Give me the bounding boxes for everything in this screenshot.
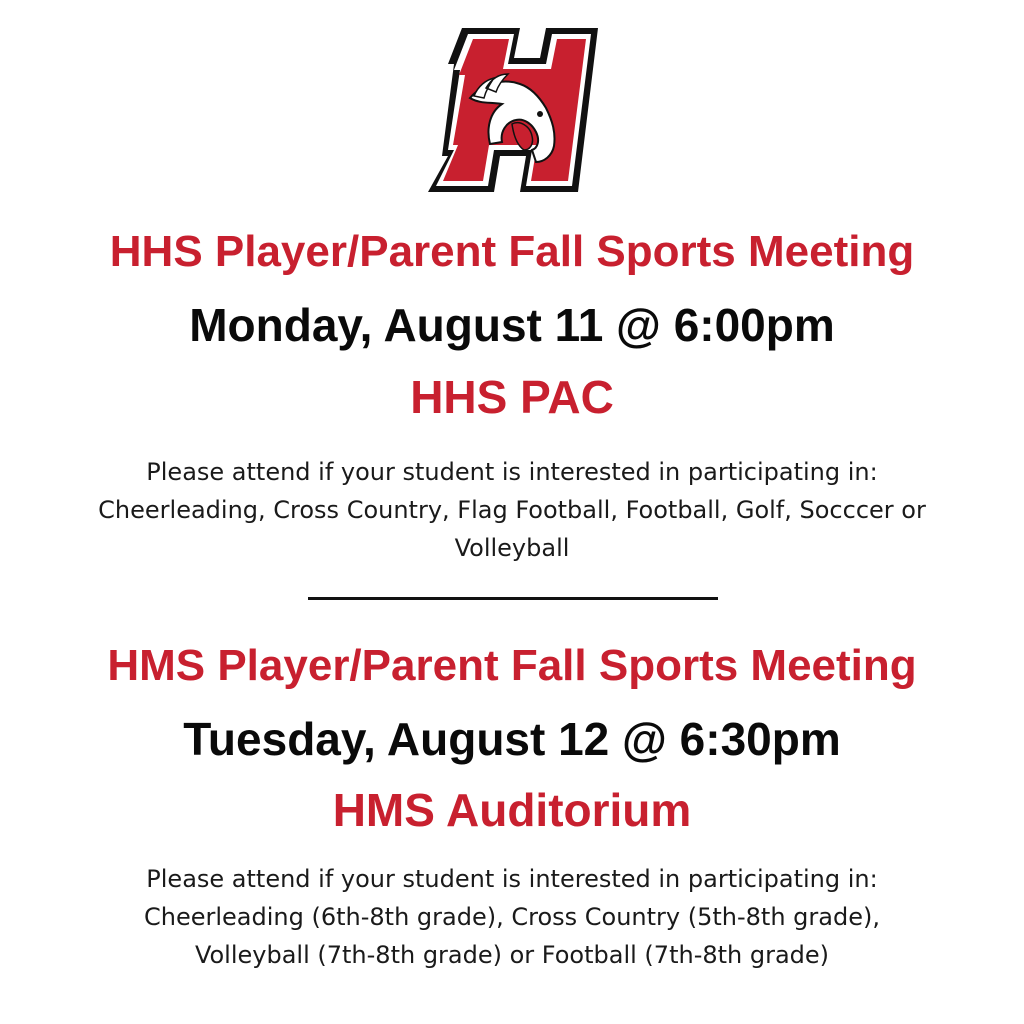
hms-info-line: Please attend if your student is interested in participating in:	[146, 865, 878, 893]
hms-meeting-datetime: Tuesday, August 12 @ 6:30pm	[183, 713, 841, 765]
hms-info-line: Volleyball (7th-8th grade) or Football (7th-8th grade)	[194, 941, 830, 969]
hhs-info-line: Please attend if your student is interested in participating in:	[146, 458, 878, 486]
hhs-info-line: Volleyball	[454, 534, 570, 562]
hms-meeting-venue: HMS Auditorium	[332, 784, 692, 836]
hhs-meeting-title: HHS Player/Parent Fall Sports Meeting	[109, 227, 915, 276]
section-divider	[308, 597, 718, 600]
hhs-meeting-venue: HHS PAC	[410, 371, 614, 423]
hms-meeting-title: HMS Player/Parent Fall Sports Meeting	[107, 641, 917, 690]
school-h-logo-icon	[428, 28, 598, 192]
hms-info-line: Cheerleading (6th-8th grade), Cross Country (5th-8th grade),	[144, 903, 880, 931]
hms-info-paragraph	[0, 860, 1024, 974]
hhs-info-line: Cheerleading, Cross Country, Flag Football, Football, Golf, Socccer or	[98, 496, 926, 524]
hhs-meeting-datetime: Monday, August 11 @ 6:00pm	[189, 299, 835, 351]
hhs-info-paragraph	[0, 453, 1024, 567]
